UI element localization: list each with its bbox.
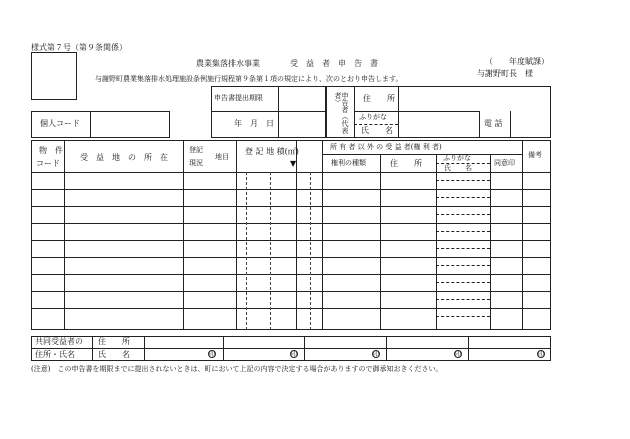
col-others-name: 氏 名: [444, 164, 472, 172]
deadline-label: 申告書提出期限: [214, 94, 263, 102]
stamp-box: [31, 52, 77, 100]
personal-code-label: 個人コード: [40, 119, 80, 128]
col-remarks: 備考: [528, 151, 542, 159]
applicant-name-label: 氏 名: [361, 126, 393, 135]
phone-label: 電 話: [484, 119, 503, 128]
joint-label-1: 共同受益者の: [35, 337, 83, 346]
down-arrow-icon: ▼: [290, 159, 297, 168]
joint-address-label: 住 所: [98, 337, 130, 346]
seal-icon: 印: [291, 351, 298, 358]
joint-name-label: 氏 名: [98, 350, 130, 359]
applicant-box: [326, 86, 551, 138]
addressee: 与謝野町長 様: [477, 69, 533, 78]
statement: 与謝野町農業集落排水処理施設条例施行規程第９条第１項の規定により、次のとおり申告します。: [95, 75, 403, 83]
col-others-furigana: ふりがな: [443, 154, 471, 162]
page-title: 受 益 者 申 告 書: [290, 59, 378, 68]
form-number: 様式第７号（第９条関係）: [31, 43, 127, 52]
col-land-category: 地目: [215, 153, 229, 161]
col-registry: 登記: [189, 146, 203, 154]
applicant-furigana-label: ふりがな: [359, 113, 387, 121]
note: (注意) この申告書を期限までに提出されないときは、町において上記の内容で決定する場合がありますので御承知おきください。: [31, 365, 443, 373]
seal-icon: 印: [373, 351, 380, 358]
deadline-date: 年 月 日: [234, 119, 274, 128]
col-others-header: 所 有 者 以 外 の 受 益 者(権 利 者): [330, 143, 442, 151]
year-label: （ 年度賦課）: [485, 57, 549, 66]
col-rights-type: 権利の種類: [331, 159, 366, 167]
col-property-code-2: コード: [36, 159, 60, 168]
col-consent-seal: 同意印: [494, 159, 515, 167]
property-table: [31, 140, 551, 330]
seal-icon: 印: [209, 351, 216, 358]
col-location: 受 益 地 の 所 在: [80, 153, 168, 162]
applicant-address-label: 住 所: [363, 94, 395, 103]
title-left: 農業集落排水事業: [196, 59, 260, 68]
col-others-address: 住 所: [390, 159, 422, 168]
seal-icon: 印: [455, 351, 462, 358]
seal-icon: 印: [538, 351, 545, 358]
col-property-code: 物 件: [39, 146, 63, 155]
applicant-label: 申告者（代表者）: [334, 92, 349, 134]
col-registry-area: 登 記 地 積(㎡): [245, 147, 299, 156]
col-registry-2: 現況: [189, 159, 203, 167]
joint-label-2: 住所・氏名: [35, 350, 75, 359]
